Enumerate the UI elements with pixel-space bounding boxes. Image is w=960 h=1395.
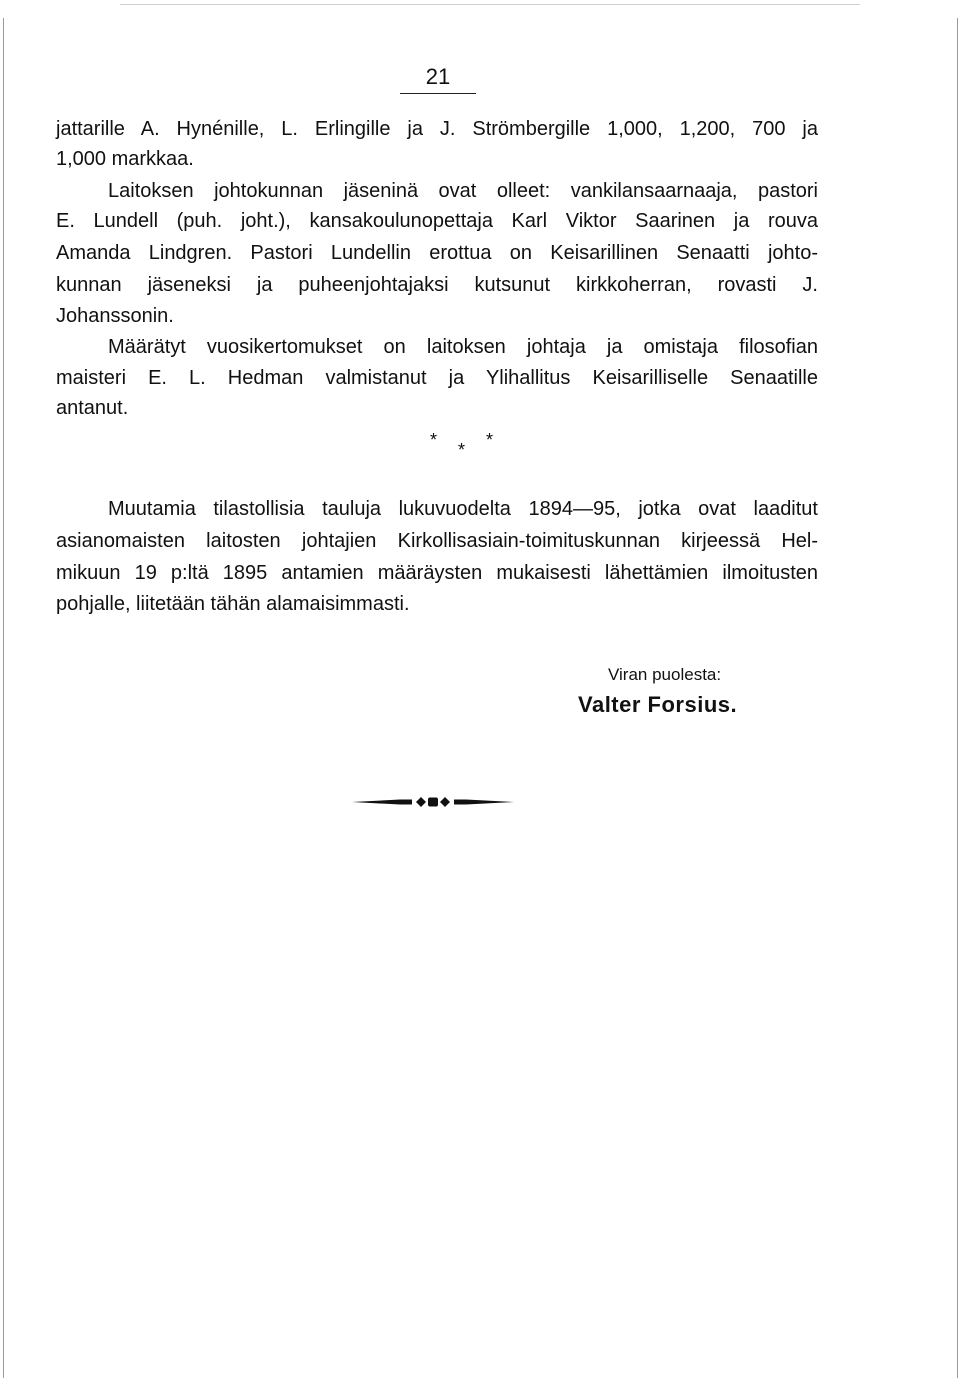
separator-star: *: [458, 440, 466, 460]
text-line: Määrätyt vuosikertomukset on laitoksen johtaja ja omistaja filosofian: [108, 336, 818, 358]
text-line: jattarille A. Hynénille, L. Erlingille ja J. Strömbergille 1,000, 1,200, 700 ja: [56, 118, 818, 140]
page-number: 21: [425, 64, 451, 89]
text-line: Johanssonin.: [56, 305, 174, 327]
scan-edge-top: [120, 4, 860, 5]
text-line: Laitoksen johtokunnan jäseninä ovat olleet: vankilansaarnaaja, pastori: [108, 180, 818, 202]
separator-star: *: [486, 430, 494, 450]
text-line: asianomaisten laitosten johtajien Kirkollisasiain-toimituskunnan kirjeessä Hel-: [56, 530, 818, 552]
text-line: Amanda Lindgren. Pastori Lundellin erottua on Keisarillinen Senaatti johto-: [56, 242, 818, 264]
text-line: mikuun 19 p:ltä 1895 antamien määräysten mukaisesti lähettämien ilmoitusten: [56, 562, 818, 584]
text-line: Muutamia tilastollisia tauluja lukuvuodelta 1894—95, jotka ovat laaditut: [108, 498, 818, 520]
text-line: antanut.: [56, 397, 129, 419]
text-line: E. Lundell (puh. joht.), kansakoulunopettaja Karl Viktor Saarinen ja rouva: [56, 210, 818, 232]
scan-edge-right: [957, 18, 958, 1378]
ornament-rule-icon: [352, 795, 514, 813]
signature-name: Valter Forsius.: [578, 692, 738, 717]
separator-star: *: [430, 430, 438, 450]
text-line: pohjalle, liitetään tähän alamaisimmasti.: [56, 593, 410, 615]
text-line: 1,000 markkaa.: [56, 148, 194, 170]
text-line: maisteri E. L. Hedman valmistanut ja Ylihallitus Keisarilliselle Senaatille: [56, 367, 818, 389]
page-number-rule: [400, 93, 476, 94]
text-line: kunnan jäseneksi ja puheenjohtajaksi kutsunut kirkkoherran, rovasti J.: [56, 274, 818, 296]
scan-edge-left: [3, 18, 4, 1378]
signature-label: Viran puolesta:: [608, 665, 722, 684]
